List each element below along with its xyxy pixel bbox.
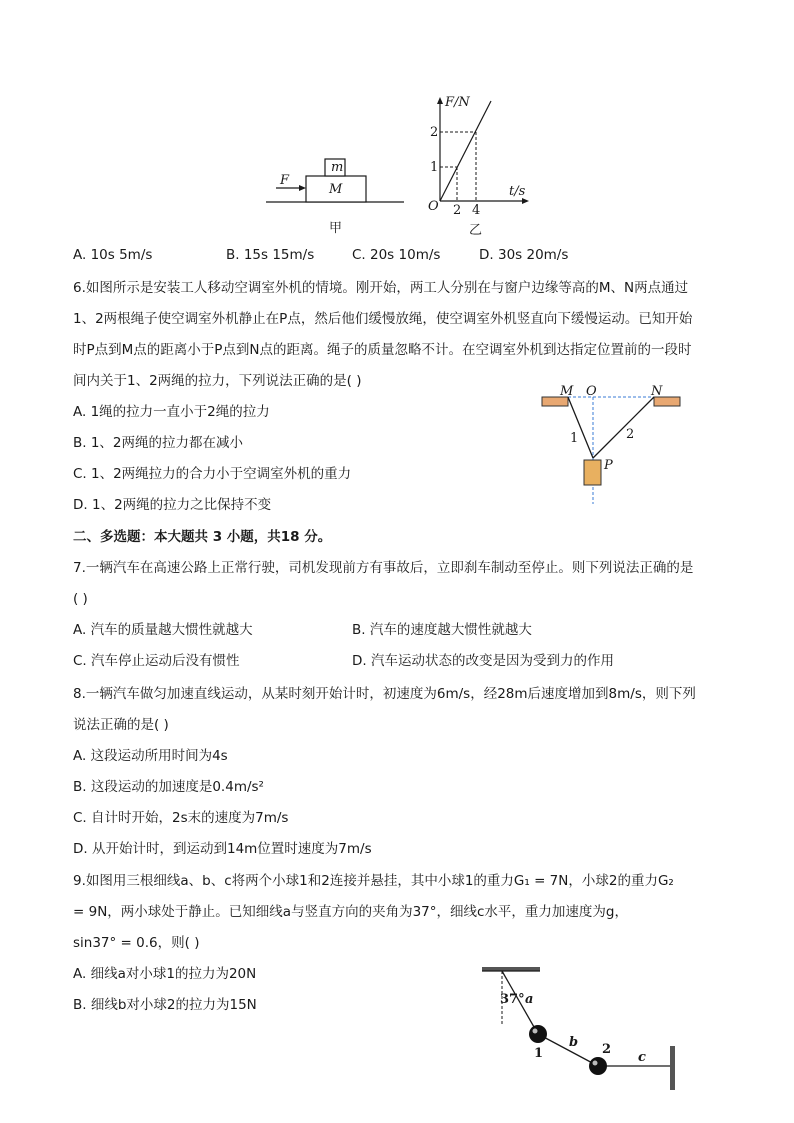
q9-stem-line1: 9.如图用三根细线a、b、c将两个小球1和2连接并悬挂，其中小球1的重力G₁ = 7N，小球2的重力G₂ <box>73 873 674 889</box>
q8-stem-line2: 说法正确的是( ) <box>73 717 169 733</box>
q9-option-b: B. 细线b对小球2的拉力为15N <box>73 997 257 1013</box>
q5-option-d: D. 30s 20m/s <box>479 247 569 263</box>
block-M-label: M <box>329 182 343 197</box>
block-m-label: m <box>331 160 344 175</box>
point-P-label: P <box>604 458 613 473</box>
figure-q9-balls <box>478 962 690 1094</box>
q7-option-d: D. 汽车运动状态的改变是因为受到力的作用 <box>352 653 614 669</box>
q6-option-d: D. 1、2两绳的拉力之比保持不变 <box>73 497 272 513</box>
q6-stem-line3: 时P点到M点的距离小于P点到N点的距离。绳子的质量忽略不计。在空调室外机到达指定位置前的一段时 <box>73 342 692 358</box>
point-N-label: N <box>651 384 663 399</box>
angle-label: 37° <box>500 992 525 1007</box>
q8-stem-line1: 8.一辆汽车做匀加速直线运动，从某时刻开始计时，初速度为6m/s，经28m后速度增加到8m/s，则下列 <box>73 686 696 702</box>
point-M-label: M <box>560 384 574 399</box>
ball-2-label: 2 <box>602 1042 612 1057</box>
caption-yi: 乙 <box>469 223 483 238</box>
rope-1-label: 1 <box>570 431 579 446</box>
origin-label: O <box>428 199 439 214</box>
figure-jia <box>262 150 412 240</box>
ball-1-label: 1 <box>534 1046 544 1061</box>
q9-option-a: A. 细线a对小球1的拉力为20N <box>73 966 257 982</box>
caption-jia: 甲 <box>329 221 343 236</box>
q5-option-b: B. 15s 15m/s <box>226 247 315 263</box>
q8-option-b: B. 这段运动的加速度是0.4m/s² <box>73 779 264 795</box>
y-tick-2: 2 <box>430 125 439 140</box>
q5-option-a: A. 10s 5m/s <box>73 247 153 263</box>
point-O-label: O <box>586 384 597 399</box>
q7-option-a: A. 汽车的质量越大惯性就越大 <box>73 622 253 638</box>
q7-option-b: B. 汽车的速度越大惯性就越大 <box>352 622 532 638</box>
figure-yi-graph <box>425 88 535 240</box>
q6-stem-line1: 6.如图所示是安装工人移动空调室外机的情境。刚开始，两工人分别在与窗户边缘等高的M、N两点通过 <box>73 280 689 296</box>
rope-2-label: 2 <box>626 427 635 442</box>
y-axis-label: F/N <box>445 95 470 110</box>
figure-q6-ropes <box>540 380 685 506</box>
q5-option-c: C. 20s 10m/s <box>352 247 441 263</box>
string-c-label: c <box>638 1050 646 1065</box>
force-F-label: F <box>280 173 290 188</box>
x-tick-4: 4 <box>472 203 481 218</box>
q8-option-d: D. 从开始计时，到运动到14m位置时速度为7m/s <box>73 841 372 857</box>
string-a-label: a <box>525 992 534 1007</box>
q8-option-c: C. 自计时开始，2s末的速度为7m/s <box>73 810 289 826</box>
q6-option-c: C. 1、2两绳拉力的合力小于空调室外机的重力 <box>73 466 352 482</box>
q6-stem-line2: 1、2两根绳子使空调室外机静止在P点，然后他们缓慢放绳，使空调室外机竖直向下缓慢运动。已知开始 <box>73 311 693 327</box>
q8-option-a: A. 这段运动所用时间为4s <box>73 748 228 764</box>
q6-option-a: A. 1绳的拉力一直小于2绳的拉力 <box>73 404 270 420</box>
string-b-label: b <box>569 1035 579 1050</box>
q7-option-c: C. 汽车停止运动后没有惯性 <box>73 653 240 669</box>
q6-stem-line4: 间内关于1、2两绳的拉力，下列说法正确的是( ) <box>73 373 362 389</box>
y-tick-1: 1 <box>430 160 439 175</box>
q9-stem-line3: sin37° = 0.6，则( ) <box>73 935 200 951</box>
q9-stem-line2: = 9N，两小球处于静止。已知细线a与竖直方向的夹角为37°，细线c水平，重力加速度为g， <box>73 904 628 920</box>
x-axis-label: t/s <box>509 184 526 199</box>
q6-option-b: B. 1、2两绳的拉力都在减小 <box>73 435 244 451</box>
section-2-heading: 二、多选题：本大题共 3 小题，共18 分。 <box>73 529 332 545</box>
x-tick-2: 2 <box>453 203 462 218</box>
q7-stem-line2: ( ) <box>73 591 88 607</box>
q7-stem-line1: 7.一辆汽车在高速公路上正常行驶，司机发现前方有事故后，立即刹车制动至停止。则下列说法正确的是 <box>73 560 694 576</box>
